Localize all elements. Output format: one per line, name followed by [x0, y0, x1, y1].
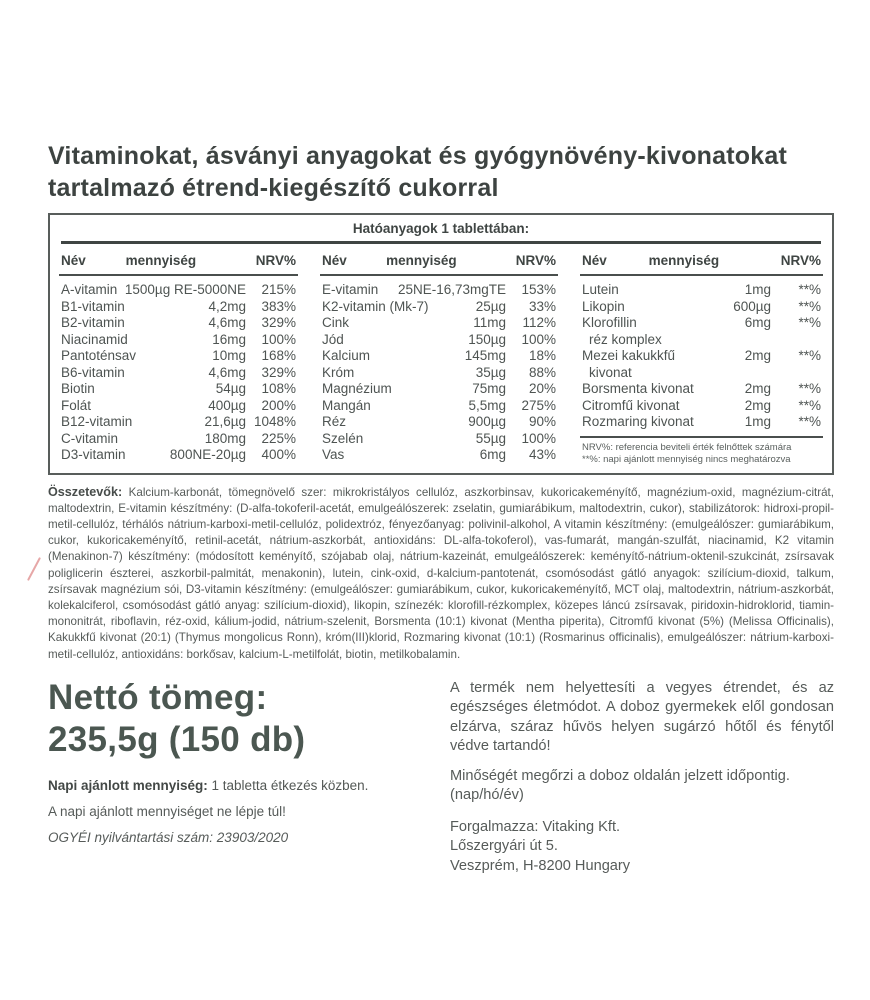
table-row: Likopin 600µg **% — [582, 298, 821, 314]
bottom-right-column — [450, 677, 834, 877]
col-nrv-header: NRV% — [515, 253, 556, 268]
table-row: Vas 6mg 43% — [322, 447, 556, 462]
bottom-section — [48, 677, 834, 877]
active-ingredients-table — [48, 213, 834, 475]
col-qty-header: mennyiség — [648, 253, 720, 268]
table-row: Mezei kakukkfű 2mg **% — [582, 348, 821, 363]
col-qty-header: mennyiség — [386, 253, 457, 268]
best-before-notice — [450, 767, 834, 806]
table-column-groups — [59, 246, 823, 467]
column-header-rule — [320, 274, 558, 276]
table-rows-extracts — [580, 282, 823, 431]
column-header-row — [580, 246, 823, 274]
ingredients-text: Kalcium-karbonát, tömegnövelő szer: mikrokristályos cellulóz, aszkorbinsav, kukoricakeményítő, magnézium-oxid, magnézium-citrát, maltodextrin, E-vitamin készítmény: (D-alfa-tokoferil-acetát, emulgeálószerek: zselatin, gumiarábikum, maltodextrin, cukor), stabilizátorok: hidroxi-propil-metil-cellulóz, térhálós nátrium-karboxi-metil-cellulóz, polidextróz, fényezőanyag: polivinil-alkohol, A vitamin készítmény: (emulgeálószer: gumiarábikum, cukor, kukoricakeményítő, retinil-acetát, nátrium-aszkorbát, antioxidáns: DL-alfa-tokoferol), vas-fumarát, mangán-szulfát, niacinamid, K2 vitamin (Menakinon-7) készítmény: (módosított keményítő, szójabab olaj, nátrium-kazeinát, emulgeálószerek: keményítő-nátrium-oktenil-szukcinát, zsírsavak poliglicerin észterei, aszkorbil-palmitát, menakonin), lutein, cink-oxid, d-kalcium-pantotenát, csomósodást gátló anyagok: szilícium-dioxid, talkum, zsírsavak magnézium sói, D3-vitamin készítmény: (emulgeálószer: gumiarábikum, cukor, kukoricakeményítő, MCT olaj, maltodextrin, nátrium-aszkorbát, kolekalciferol, csomósodást gátló anyag: szilícium-dioxid), likopin, színezék: klorofill-rézkomplex, közepes láncú zsírsavak, piridoxin-hidroklorid, tiamin-mononitrát, riboflavin, réz-oxid, kálium-jodid, nátrium-szelenit, Borsmenta (10:1) kivonat (Mentha piperita), Citromfű kivonat (5%) (Melissa Officinalis), Kakukkfű kivonat (20:1) (Thymus mongolicus Ronn), króm(III)klorid, Rozmaring kivonat (10:1) (Rosmarinus officinalis), emulgeálószer: nátrium-karboxi-metil-cellulóz, antioxidáns: borkősav, kalcium-L-metilfolát, biotin, metilkobalamin. — [48, 485, 834, 661]
table-group-vitamins — [59, 246, 298, 467]
table-row: Kalcium 145mg 18% — [322, 348, 556, 363]
table-row: Króm 35µg 88% — [322, 364, 556, 380]
storage-notice: A termék nem helyettesíti a vegyes étrendet, és az egészséges életmódot. A doboz gyermekek elől gondosan elzárva, száraz hűvös helyen sugárzó hőtől és fénytől védve tartandó! — [450, 679, 834, 755]
daily-dose-line — [48, 778, 440, 793]
table-row: Rozmaring kivonat 1mg **% — [582, 414, 821, 429]
distributor-city: Veszprém, H-8200 Hungary — [450, 857, 631, 874]
table-row: B12-vitamin 21,6µg 1048% — [61, 414, 296, 429]
footnote-nrv: NRV%: referencia beviteli érték felnőttek számára — [582, 441, 792, 453]
col-qty-header: mennyiség — [125, 253, 197, 268]
table-footnotes — [580, 436, 823, 467]
table-row: Citromfű kivonat 2mg **% — [582, 397, 821, 413]
col-name-header: Név — [322, 253, 347, 268]
best-before-line2: (nap/hó/év) — [450, 787, 524, 804]
overdose-warning: A napi ajánlott mennyiséget ne lépje túl! — [48, 804, 286, 820]
column-header-rule — [59, 274, 298, 276]
distributor-street: Lőszergyári út 5. — [450, 838, 558, 855]
product-title: Vitaminokat, ásványi anyagokat és gyógynövény-kivonatokat tartalmazó étrend-kiegészítő cukorral — [48, 142, 787, 202]
table-row: D3-vitamin 800NE-20µg 400% — [61, 447, 296, 462]
table-row: Biotin 54µg 108% — [61, 381, 296, 396]
table-row: Magnézium 75mg 20% — [322, 381, 556, 396]
daily-dose-label: Napi ajánlott mennyiség: — [48, 778, 208, 794]
table-row: Cink 11mg 112% — [322, 315, 556, 330]
best-before-line1: Minőségét megőrzi a doboz oldalán jelzett időpontig. — [450, 767, 790, 784]
ingredients-paragraph — [48, 484, 834, 663]
table-row: Szelén 55µg 100% — [322, 430, 556, 446]
col-nrv-header: NRV% — [780, 253, 821, 268]
table-title: Hatóanyagok 1 tablettában: — [352, 221, 530, 236]
daily-dose-text: 1 tabletta étkezés közben. — [207, 778, 369, 794]
red-scan-artifact — [33, 556, 47, 586]
table-row: Mangán 5,5mg 275% — [322, 397, 556, 413]
table-title-rule — [61, 241, 821, 244]
table-row: B2-vitamin 4,6mg 329% — [61, 315, 296, 330]
table-row: Borsmenta kivonat 2mg **% — [582, 381, 821, 396]
table-row: B6-vitamin 4,6mg 329% — [61, 364, 296, 380]
col-name-header: Név — [61, 253, 86, 268]
table-row-continuation: kivonat — [589, 364, 632, 380]
table-row: C-vitamin 180mg 225% — [61, 430, 296, 446]
table-row: Niacinamid 16mg 100% — [61, 331, 296, 347]
table-row: K2-vitamin (Mk-7) 25µg 33% — [322, 298, 556, 314]
table-row: Klorofillin 6mg **% — [582, 315, 821, 330]
table-row: Jód 150µg 100% — [322, 331, 556, 347]
table-row: B1-vitamin 4,2mg 383% — [61, 298, 296, 314]
net-weight-label: Nettó tömeg: — [48, 677, 268, 717]
bottom-left-column — [48, 677, 440, 877]
table-row: E-vitamin 25NE-16,73mgTE 153% — [322, 282, 556, 297]
table-group-minerals — [320, 246, 558, 467]
supplement-label — [48, 140, 834, 876]
table-rows-minerals — [320, 282, 558, 464]
net-weight-value: 235,5g (150 db) — [48, 720, 306, 760]
table-row: A-vitamin 1500µg RE-5000NE 215% — [61, 282, 296, 297]
distributor-name: Forgalmazza: Vitaking Kft. — [450, 818, 621, 835]
table-row: Lutein 1mg **% — [582, 282, 821, 297]
table-group-extracts — [580, 246, 823, 467]
footnote-asterisk: **%: napi ajánlott mennyiség nincs meghatározva — [582, 454, 791, 465]
table-row: Réz 900µg 90% — [322, 414, 556, 429]
distributor-block — [450, 818, 834, 877]
ingredients-label: Összetevők: — [48, 484, 123, 499]
table-rows-vitamins — [59, 282, 298, 464]
column-header-row — [59, 246, 298, 274]
column-header-row — [320, 246, 558, 274]
table-row: Folát 400µg 200% — [61, 397, 296, 413]
col-name-header: Név — [582, 253, 607, 268]
registration-number: OGYÉI nyilvántartási szám: 23903/2020 — [48, 830, 289, 846]
table-row: Pantoténsav 10mg 168% — [61, 348, 296, 363]
table-row-continuation: réz komplex — [589, 331, 662, 347]
col-nrv-header: NRV% — [255, 253, 296, 268]
column-header-rule — [580, 274, 823, 276]
